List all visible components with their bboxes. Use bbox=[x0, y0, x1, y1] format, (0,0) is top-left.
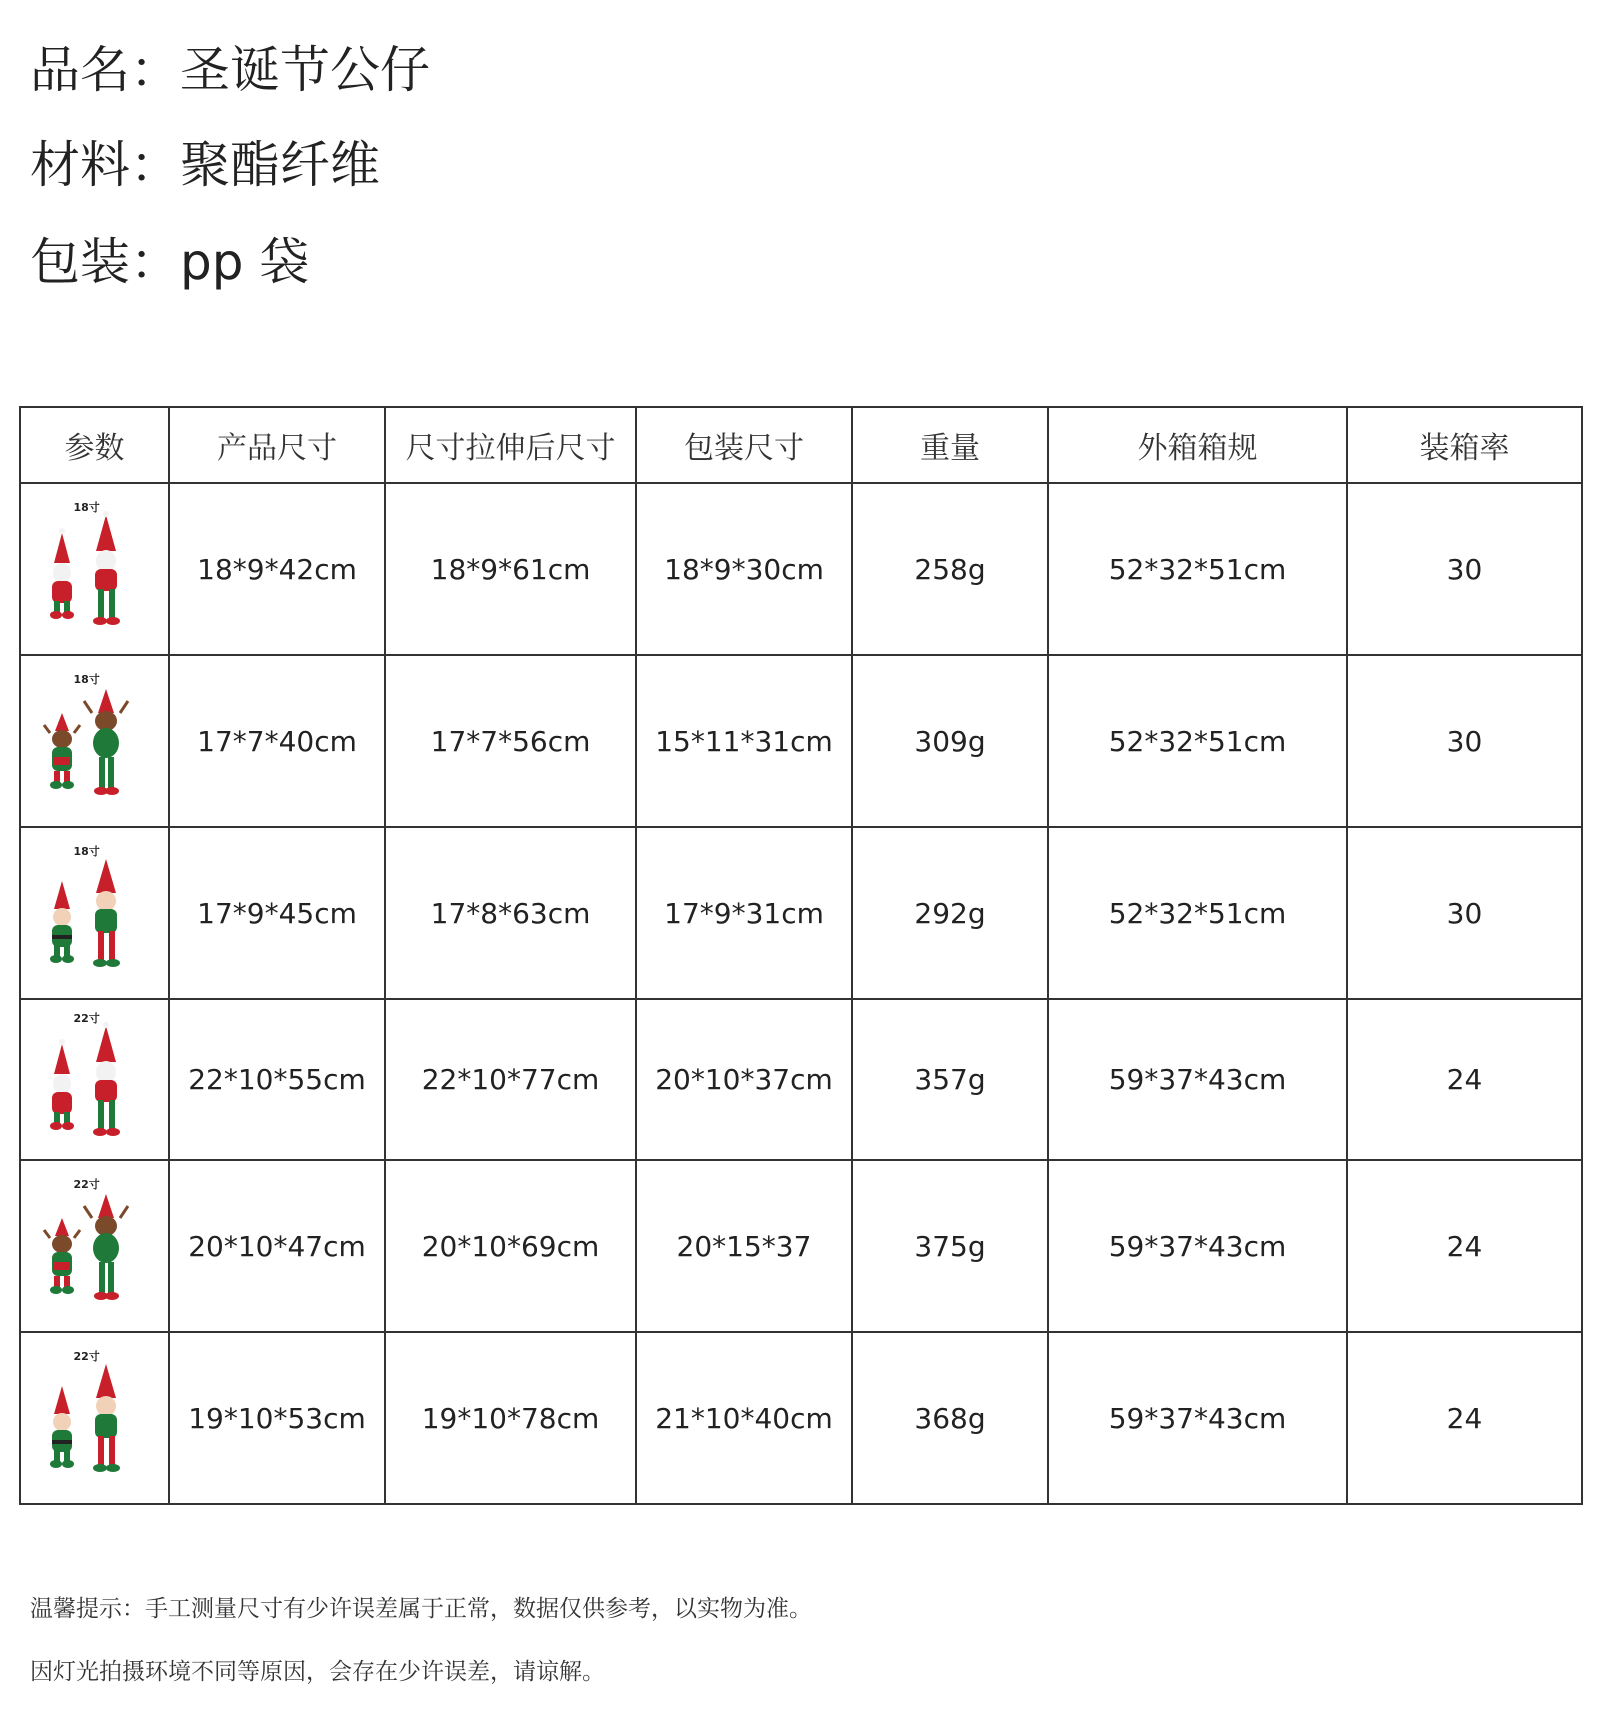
carton-size-cell: 59*37*43cm bbox=[1048, 999, 1347, 1160]
size-tag: 18寸 bbox=[73, 501, 100, 514]
size-tag: 22寸 bbox=[73, 1178, 100, 1191]
package-label: 包装： bbox=[30, 233, 180, 291]
figure-cell bbox=[20, 999, 169, 1160]
product-thumbnail bbox=[40, 843, 150, 983]
size-tag: 22寸 bbox=[73, 1011, 100, 1025]
header-stretched-size: 尺寸拉伸后尺寸 bbox=[385, 407, 636, 483]
table-row bbox=[20, 1160, 1582, 1332]
product-thumbnail bbox=[40, 1348, 150, 1488]
pack-qty-cell: 30 bbox=[1347, 655, 1582, 827]
weight-cell: 292g bbox=[852, 827, 1048, 999]
product-size-cell: 18*9*42cm bbox=[169, 483, 385, 655]
product-thumbnail bbox=[40, 1176, 150, 1316]
figure-cell bbox=[20, 655, 169, 827]
pack-qty-cell: 30 bbox=[1347, 827, 1582, 999]
figure-cell bbox=[20, 827, 169, 999]
reindeer-icon bbox=[40, 683, 150, 811]
product-size-cell: 20*10*47cm bbox=[169, 1160, 385, 1332]
product-name-value: 圣诞节公仔 bbox=[180, 41, 430, 99]
spec-table bbox=[19, 406, 1583, 1505]
table-row bbox=[20, 999, 1582, 1160]
header-params: 参数 bbox=[20, 407, 169, 483]
material-line bbox=[30, 135, 380, 195]
weight-cell: 368g bbox=[852, 1332, 1048, 1504]
pack-qty-cell: 24 bbox=[1347, 1160, 1582, 1332]
stretched-size-cell: 17*8*63cm bbox=[385, 827, 636, 999]
pack-qty-cell: 30 bbox=[1347, 483, 1582, 655]
carton-size-cell: 59*37*43cm bbox=[1048, 1160, 1347, 1332]
package-size-cell: 20*10*37cm bbox=[636, 999, 852, 1160]
weight-cell: 309g bbox=[852, 655, 1048, 827]
size-tag: 18寸 bbox=[73, 845, 100, 858]
elf-icon bbox=[40, 1360, 150, 1488]
stretched-size-cell: 22*10*77cm bbox=[385, 999, 636, 1160]
product-thumbnail bbox=[40, 499, 150, 639]
carton-size-cell: 52*32*51cm bbox=[1048, 827, 1347, 999]
product-thumbnail bbox=[40, 671, 150, 811]
santa-icon bbox=[40, 511, 150, 639]
figure-cell bbox=[20, 1332, 169, 1504]
stretched-size-cell: 20*10*69cm bbox=[385, 1160, 636, 1332]
product-name-label: 品名： bbox=[30, 41, 180, 99]
weight-cell: 357g bbox=[852, 999, 1048, 1160]
header-pack-qty: 装箱率 bbox=[1347, 407, 1582, 483]
disclaimer-measurement: 温馨提示：手工测量尺寸有少许误差属于正常，数据仅供参考，以实物为准。 bbox=[30, 1596, 812, 1622]
table-row bbox=[20, 655, 1582, 827]
header-carton-size: 外箱箱规 bbox=[1048, 407, 1347, 483]
product-size-cell: 19*10*53cm bbox=[169, 1332, 385, 1504]
weight-cell: 258g bbox=[852, 483, 1048, 655]
pack-qty-cell: 24 bbox=[1347, 1332, 1582, 1504]
header-weight: 重量 bbox=[852, 407, 1048, 483]
package-value: pp 袋 bbox=[180, 233, 310, 291]
table-row bbox=[20, 1332, 1582, 1504]
weight-cell: 375g bbox=[852, 1160, 1048, 1332]
package-size-cell: 21*10*40cm bbox=[636, 1332, 852, 1504]
stretched-size-cell: 17*7*56cm bbox=[385, 655, 636, 827]
package-size-cell: 17*9*31cm bbox=[636, 827, 852, 999]
product-size-cell: 17*7*40cm bbox=[169, 655, 385, 827]
carton-size-cell: 52*32*51cm bbox=[1048, 483, 1347, 655]
product-thumbnail bbox=[40, 1010, 150, 1150]
pack-qty-cell: 24 bbox=[1347, 999, 1582, 1160]
table-row bbox=[20, 827, 1582, 999]
figure-cell bbox=[20, 483, 169, 655]
size-tag: 22寸 bbox=[73, 1350, 100, 1363]
material-label: 材料： bbox=[30, 136, 180, 194]
table-header-row bbox=[20, 407, 1582, 483]
package-line bbox=[30, 232, 309, 292]
carton-size-cell: 52*32*51cm bbox=[1048, 655, 1347, 827]
header-product-size: 产品尺寸 bbox=[169, 407, 385, 483]
product-size-cell: 17*9*45cm bbox=[169, 827, 385, 999]
disclaimer-lighting: 因灯光拍摄环境不同等原因，会存在少许误差，请谅解。 bbox=[30, 1659, 605, 1685]
stretched-size-cell: 19*10*78cm bbox=[385, 1332, 636, 1504]
package-size-cell: 15*11*31cm bbox=[636, 655, 852, 827]
carton-size-cell: 59*37*43cm bbox=[1048, 1332, 1347, 1504]
material-value: 聚酯纤维 bbox=[180, 136, 380, 194]
package-size-cell: 20*15*37 bbox=[636, 1160, 852, 1332]
stretched-size-cell: 18*9*61cm bbox=[385, 483, 636, 655]
product-size-cell: 22*10*55cm bbox=[169, 999, 385, 1160]
package-size-cell: 18*9*30cm bbox=[636, 483, 852, 655]
elf-icon bbox=[40, 855, 150, 983]
header-package-size: 包装尺寸 bbox=[636, 407, 852, 483]
santa-icon bbox=[40, 1022, 150, 1150]
reindeer-icon bbox=[40, 1188, 150, 1316]
table-row bbox=[20, 483, 1582, 655]
product-name-line bbox=[30, 40, 430, 100]
figure-cell bbox=[20, 1160, 169, 1332]
size-tag: 18寸 bbox=[73, 673, 100, 686]
